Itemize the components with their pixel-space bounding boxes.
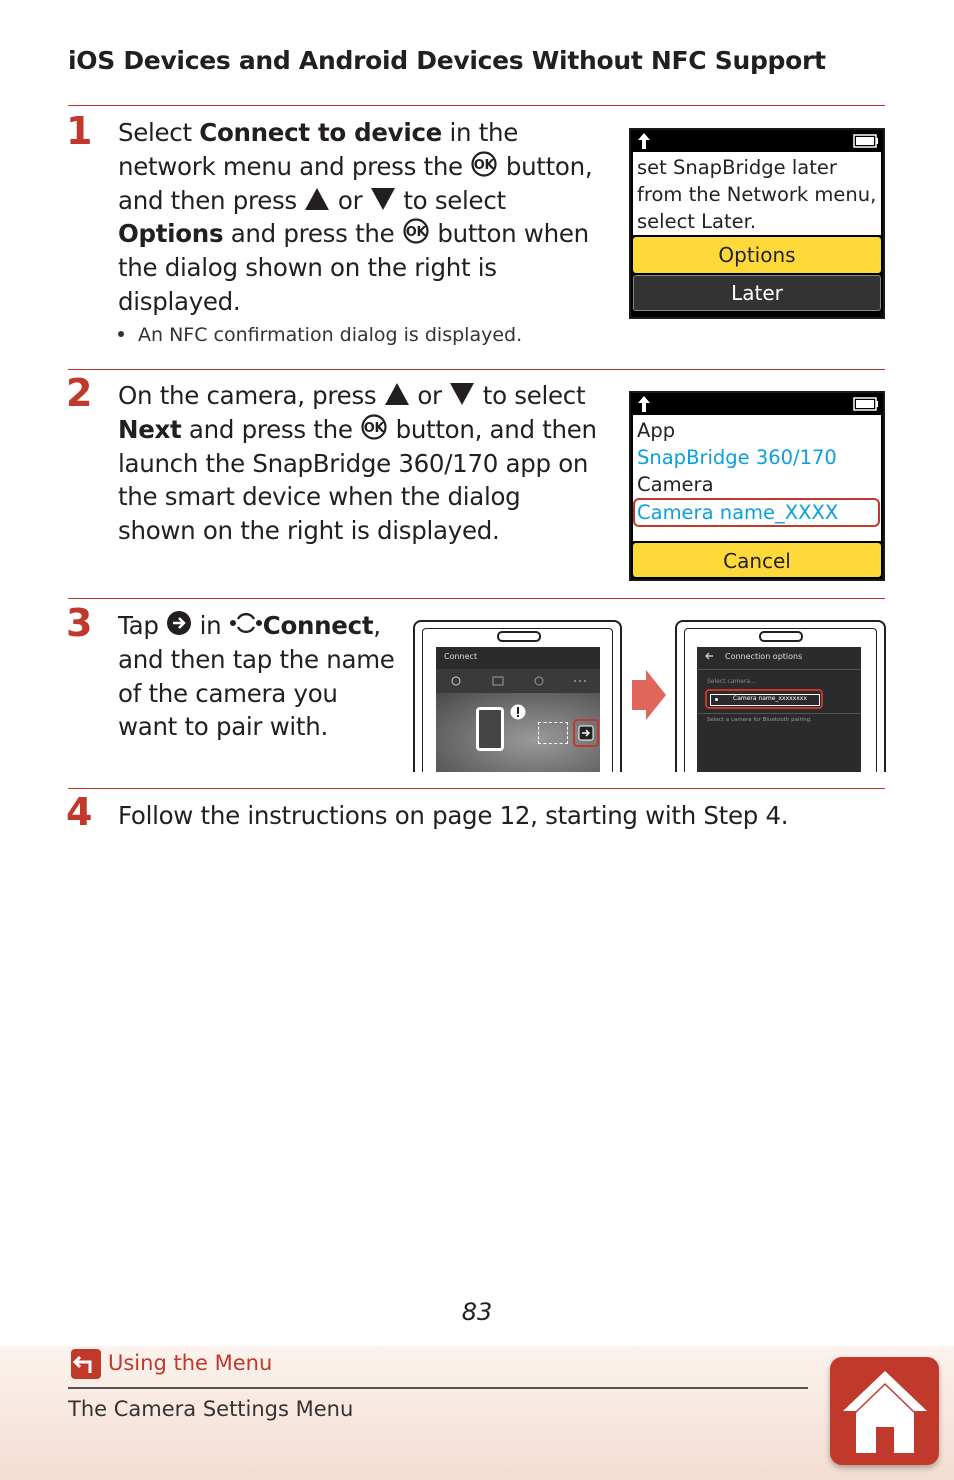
camera-dialog-options [629,128,885,319]
up-arrow-icon [384,382,410,406]
page-number: 83 [461,1298,493,1326]
camera-graphic [538,722,568,744]
down-arrow-icon [370,187,396,211]
camera-dialog-pairing [629,391,885,581]
camera-name-field: Camera name_XXXX [633,498,880,527]
back-arrow-icon[interactable] [705,652,714,660]
step-4-text: Follow the instructions on page 12, starting with Step 4. [118,801,789,830]
later-button[interactable]: Later [633,275,881,311]
svg-text:OK: OK [474,157,495,173]
home-icon [840,1365,930,1457]
up-arrow-icon [304,187,330,211]
arrow-circle-icon [166,610,192,636]
arrow-circle-icon [578,725,594,741]
connect-tab-icon[interactable] [450,676,462,686]
step-number: 3 [66,601,93,645]
back-link[interactable] [68,1348,368,1380]
section-name: The Camera Settings Menu [68,1397,354,1421]
tab-bar [436,669,600,693]
ok-button-icon [360,414,388,440]
step-2-text: On the camera, press or to select Next and press the OK button, and then launch the SnapBridge 360/170 app on the smart device when the dialog shown on the right is displayed. [118,381,597,546]
ok-button-icon [402,218,430,244]
back-icon [71,1349,101,1379]
battery-icon [853,134,879,148]
cancel-button[interactable]: Cancel [633,543,881,577]
phone-title: Connect [444,652,478,661]
using-the-menu-link[interactable]: Using the Menu [108,1351,273,1375]
step-number: 1 [66,109,93,153]
down-arrow-icon [449,382,475,406]
phone-screenshot-connect [413,620,622,772]
step-1-text: Select Connect to device in the network menu and press the OK button, and then press or to select Options and press the OK button when the dialog shown on the right is displayed. [118,118,593,316]
next-arrow-icon [632,670,666,720]
alert-icon [510,704,526,720]
dialog-message: set SnapBridge later from the Network menu, select Later. [633,152,881,235]
battery-icon [853,397,879,411]
ok-button-icon [470,151,498,177]
select-label: Select camera... [707,678,756,685]
phone-graphic [476,707,504,751]
svg-text:OK: OK [363,420,385,436]
camera-item[interactable]: Camera name_xxxxxxxx [705,689,823,709]
remote-tab-icon[interactable] [533,675,545,687]
dialog-message: App SnapBridge 360/170 Camera Camera name_XXXX [633,415,881,541]
step-divider [68,788,885,789]
step-number: 2 [66,371,93,415]
step-divider [68,105,885,106]
step-3-text: Tap in Connect, and then tap the name of the camera you want to pair with. [118,611,395,742]
gallery-tab-icon[interactable] [492,676,504,686]
more-tab-icon[interactable] [573,679,587,683]
svg-text:OK: OK [405,225,427,241]
home-button[interactable] [830,1357,939,1465]
step-divider [68,598,885,599]
upload-icon [637,396,651,412]
options-button[interactable]: Options [633,237,881,273]
step-divider [68,369,885,370]
hint-text: Select a camera for Bluetooth pairing. [707,717,813,723]
step-number: 4 [66,790,93,834]
footer-divider [68,1387,808,1389]
phone-title: Connection options [725,652,803,661]
note-bullet: An NFC confirmation dialog is displayed. [118,324,522,346]
connect-icon [229,610,263,636]
arrow-button[interactable] [573,719,599,747]
phone-screenshot-options [675,620,886,772]
section-heading: iOS Devices and Android Devices Without NFC Support [68,46,826,75]
upload-icon [637,133,651,149]
